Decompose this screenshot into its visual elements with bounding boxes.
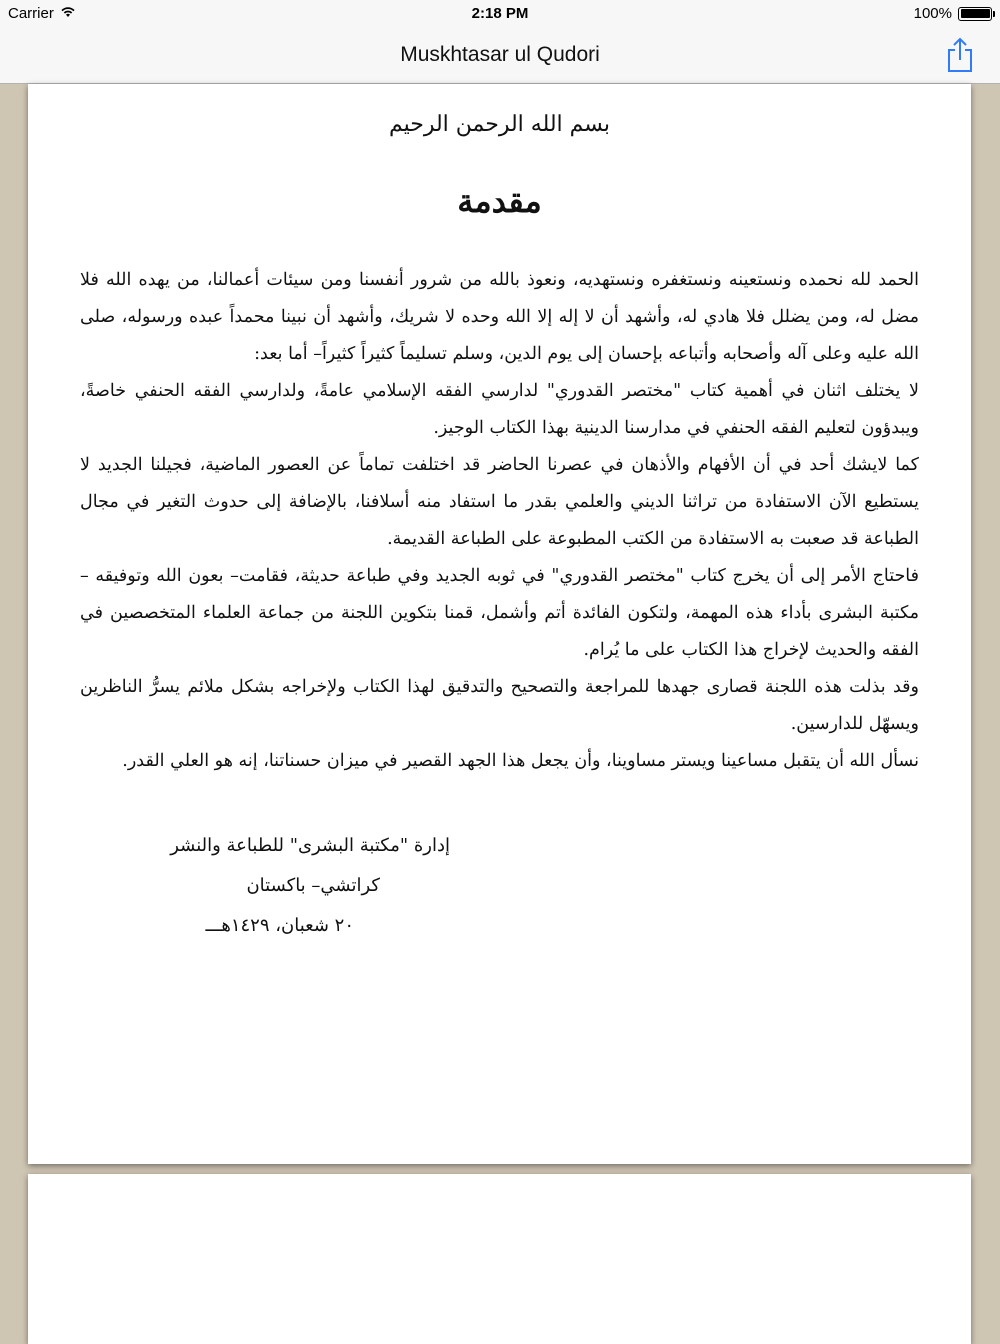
- battery-percent: 100%: [913, 5, 952, 22]
- navigation-bar: [0, 28, 1000, 84]
- carrier-label: Carrier: [8, 5, 54, 22]
- share-icon: [946, 36, 974, 74]
- status-bar: [0, 0, 1000, 28]
- signature-block: [120, 826, 450, 946]
- document-page-1[interactable]: [28, 84, 971, 1164]
- paragraph: الحمد لله نحمده ونستعينه ونستغفره ونستهديه، ونعوذ بالله من شرور أنفسنا ومن سيئات أعمالنا، من يهده الله فلا مضل له، ومن يضلل فلا هادي له، وأشهد أن لا إله إلا الله وحده لا شريك، وأشهد أن نبينا محمداً عبده ورسوله، صلى الله عليه وعلى آله وأصحابه وأتباعه بإحسان إلى يوم الدين، وسلم تسليماً كثيراً كثيراً– أما بعد:: [80, 270, 919, 364]
- status-right: [914, 5, 992, 22]
- signature-line: كراتشي– باكستان: [246, 875, 380, 896]
- paragraph: كما لايشك أحد في أن الأفهام والأذهان في عصرنا الحاضر قد اختلفت تماماً عن العصور الماضية، فجيلنا الجديد لا يستطيع الآن الاستفادة من تراثنا الديني والعلمي بقدر ما استفاد منه أسلافنا، بالإضافة إلى حدوث التغير في مجال الطباعة قد صعبت به الاستفادة من الكتب المطبوعة على الطباعة القديمة.: [80, 455, 919, 549]
- page-heading: مقدمة: [457, 182, 542, 220]
- nav-title: Muskhtasar ul Qudori: [400, 43, 600, 66]
- paragraph: نسأل الله أن يتقبل مساعينا ويستر مساوينا، وأن يجعل هذا الجهد القصير في ميزان حسناتنا، إنه هو العلي القدر.: [122, 751, 919, 771]
- basmala: بسم الله الرحمن الرحيم: [388, 112, 611, 137]
- paragraph: فاحتاج الأمر إلى أن يخرج كتاب "مختصر القدوري" في ثوبه الجديد وفي طباعة حديثة، فقامت– بعون الله وتوفيقه – مكتبة البشرى بأداء هذه المهمة، ولتكون الفائدة أتم وأشمل، قمنا بتكوين اللجنة من جماعة العلماء المتخصصين في الفقه والحديث لإخراج هذا الكتاب على ما يُرام.: [80, 566, 919, 660]
- signature-date: ٢٠ شعبان، ١٤٢٩هـــ: [205, 915, 354, 936]
- status-time: 2:18 PM: [471, 5, 529, 22]
- battery-icon: [958, 7, 992, 21]
- document-page-2[interactable]: [28, 1174, 971, 1344]
- battery-fill: [961, 9, 990, 18]
- body-text: [80, 262, 919, 780]
- share-button[interactable]: [946, 36, 974, 74]
- paragraph: لا يختلف اثنان في أهمية كتاب "مختصر القدوري" لدارسي الفقه الإسلامي عامةً، ولدارسي الفقه الحنفي خاصةً، ويبدؤون لتعليم الفقه الحنفي في مدارسنا الدينية بهذا الكتاب الوجيز.: [80, 381, 919, 438]
- paragraph: وقد بذلت هذه اللجنة قصارى جهدها للمراجعة والتصحيح والتدقيق لهذا الكتاب ولإخراجه بشكل ملائم يسرُّ الناظرين ويسهّل للدارسين.: [80, 677, 919, 734]
- signature-line: إدارة "مكتبة البشرى" للطباعة والنشر: [170, 835, 450, 856]
